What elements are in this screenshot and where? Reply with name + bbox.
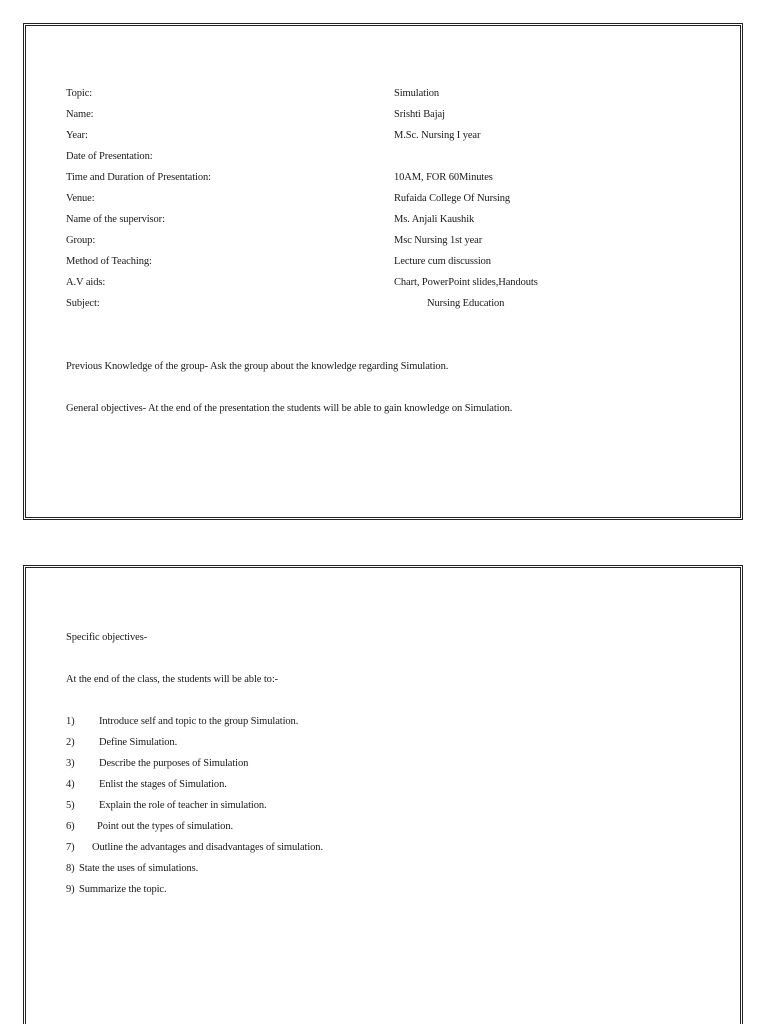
label-subject: Subject: — [66, 298, 100, 309]
objectives-intro: At the end of the class, the students will be able to:- — [66, 674, 279, 685]
objective-text: Summarize the topic. — [79, 884, 167, 895]
label-method-of-teaching: Method of Teaching: — [66, 256, 152, 267]
label-time-duration: Time and Duration of Presentation: — [66, 172, 211, 183]
value-group: Msc Nursing 1st year — [394, 235, 483, 246]
objective-text: Outline the advantages and disadvantages of simulation. — [92, 842, 323, 853]
objective-text: Introduce self and topic to the group Simulation. — [99, 716, 299, 727]
objective-number: 4) — [66, 779, 75, 790]
document-page-2 — [23, 565, 743, 1024]
value-av-aids: Chart, PowerPoint slides,Handouts — [394, 277, 538, 288]
objective-number: 7) — [66, 842, 75, 853]
objective-text: Define Simulation. — [99, 737, 178, 748]
value-time-duration: 10AM, FOR 60Minutes — [394, 172, 493, 183]
objective-number: 5) — [66, 800, 75, 811]
objective-text: Enlist the stages of Simulation. — [99, 779, 227, 790]
objective-number: 2) — [66, 737, 75, 748]
label-topic: Topic: — [66, 88, 93, 99]
label-supervisor: Name of the supervisor: — [66, 214, 165, 225]
objective-number: 8) — [66, 863, 75, 874]
document-page-1 — [23, 23, 743, 520]
value-year: M.Sc. Nursing I year — [394, 130, 481, 141]
label-date-of-presentation: Date of Presentation: — [66, 151, 153, 162]
label-name: Name: — [66, 109, 94, 120]
value-name: Srishti Bajaj — [394, 109, 445, 120]
general-objectives-paragraph: General objectives- At the end of the presentation the students will be able to gain knowledge on Simulation. — [66, 403, 513, 414]
value-method-of-teaching: Lecture cum discussion — [394, 256, 491, 267]
objective-text: State the uses of simulations. — [79, 863, 199, 874]
objective-number: 1) — [66, 716, 75, 727]
objective-number: 6) — [66, 821, 75, 832]
objective-number: 3) — [66, 758, 75, 769]
objective-number: 9) — [66, 884, 75, 895]
objective-text: Describe the purposes of Simulation — [99, 758, 249, 769]
label-av-aids: A.V aids: — [66, 277, 106, 288]
value-topic: Simulation — [394, 88, 440, 99]
specific-objectives-heading: Specific objectives- — [66, 632, 148, 643]
label-year: Year: — [66, 130, 88, 141]
value-subject: Nursing Education — [427, 298, 505, 309]
label-venue: Venue: — [66, 193, 95, 204]
label-group: Group: — [66, 235, 96, 246]
objective-text: Explain the role of teacher in simulation. — [99, 800, 267, 811]
value-supervisor: Ms. Anjali Kaushik — [394, 214, 475, 225]
previous-knowledge-paragraph: Previous Knowledge of the group- Ask the group about the knowledge regarding Simulation. — [66, 361, 449, 372]
value-venue: Rufaida College Of Nursing — [394, 193, 511, 204]
objective-text: Point out the types of simulation. — [97, 821, 234, 832]
